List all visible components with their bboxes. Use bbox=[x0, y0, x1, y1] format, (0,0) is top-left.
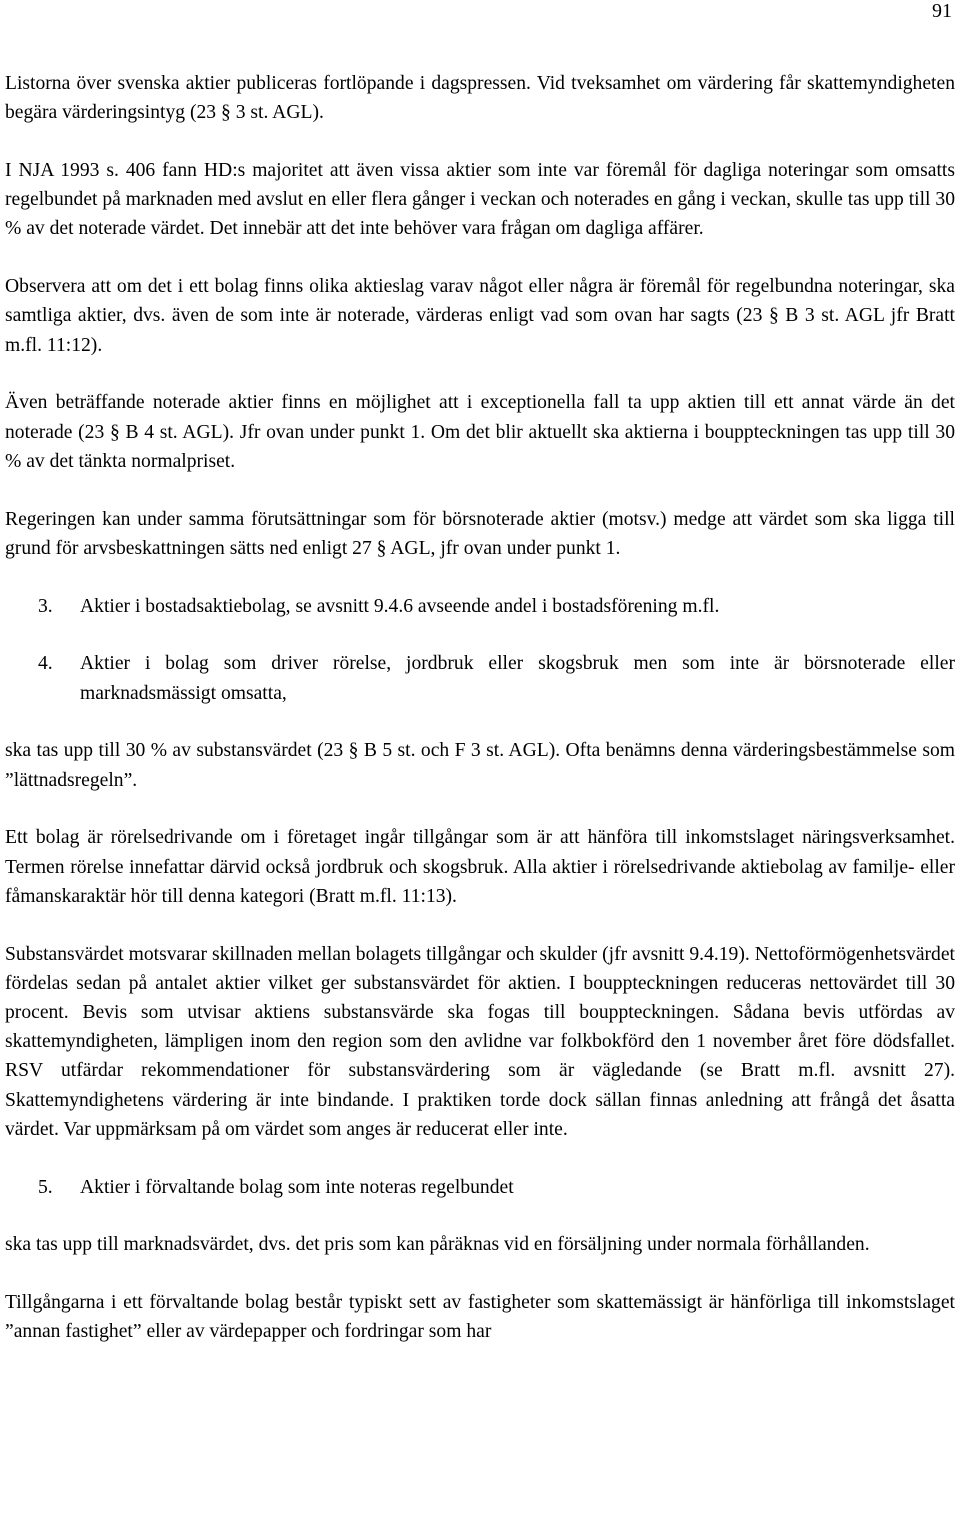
paragraph-market-value: ska tas upp till marknadsvärdet, dvs. det pris som kan påräknas vid en försäljning under normala förhållanden. bbox=[5, 1234, 870, 1256]
list-item-3 bbox=[5, 592, 955, 621]
paragraph-exceptional-cases: Även beträffande noterade aktier finns en möjlighet att i exceptionella fall ta upp aktien till ett annat värde än det noterade (23 § B 4 st. AGL). Jfr ovan under punkt 1. Om det blir aktuellt ska aktierna i bouppteckningen tas upp till 30 % av det tänkta normalpriset. bbox=[5, 392, 955, 472]
paragraph-government: Regeringen kan under samma förutsättningar som för börsnoterade aktier (motsv.) medge att värdet som ska ligga till grund för arvsbeskattningen sätts ned enligt 27 § AGL, jfr ovan under punkt 1. bbox=[5, 508, 955, 559]
page-number: 91 bbox=[932, 0, 952, 22]
paragraph-nja-1993: I NJA 1993 s. 406 fann HD:s majoritet att även vissa aktier som inte var föremål för dagliga noteringar som omsatts regelbundet på marknaden med avslut en eller flera gånger i veckan och noterades en gång i veckan, skulle tas upp till 30 % av det noterade värdet. Det innebär att det inte behöver vara frågan om dagliga affärer. bbox=[5, 160, 955, 240]
list-item-number: 4. bbox=[38, 653, 53, 675]
list-item-text: Aktier i bostadsaktiebolag, se avsnitt 9.4.6 avseende andel i bostadsförening m.fl. bbox=[80, 595, 720, 617]
paragraph-relief-rule: ska tas upp till 30 % av substansvärdet (23 § B 5 st. och F 3 st. AGL). Ofta benämns denna värderingsbestämmelse som ”lättnadsregeln”. bbox=[5, 740, 955, 791]
list-item-text: Aktier i förvaltande bolag som inte noteras regelbundet bbox=[80, 1176, 514, 1198]
paragraph-holding-company-assets: Tillgångarna i ett förvaltande bolag består typiskt sett av fastigheter som skattemässigt är hänförliga till inkomstslaget ”annan fastighet” eller av värdepapper och fordringar som har bbox=[5, 1292, 955, 1343]
list-item-number: 5. bbox=[38, 1176, 53, 1198]
paragraph-net-asset-value: Substansvärdet motsvarar skillnaden mellan bolagets tillgångar och skulder (jfr avsnitt 9.4.19). Nettoförmögenhetsvärdet fördelas sedan på antalet aktier vilket ger substansvärdet för aktien. I bouppteckningen reduceras nettovärdet till 30 procent. Bevis som utvisar aktiens substansvärde ska fogas till bouppteckningen. Sådana bevis utfördas av skattemyndigheten, lämpligen inom den region som den avlidne var folkbokförd den 1 november året före dödsfallet. RSV utfärdar rekommendationer för substansvärdering som är vägledande (se Bratt m.fl. avsnitt 27). Skattemyndighetens värdering är inte bindande. I praktiken torde dock sällan finnas anledning att frångå det åsatta värdet. Var uppmärksam på om värdet som anges är reducerat eller inte. bbox=[5, 943, 955, 1140]
list-item-5 bbox=[5, 1173, 955, 1202]
paragraph-share-classes: Observera att om det i ett bolag finns olika aktieslag varav något eller några är föremål för regelbundna noteringar, ska samtliga aktier, dvs. även de som inte är noterade, värderas enligt vad som ovan har sagts (23 § B 3 st. AGL jfr Bratt m.fl. 11:12). bbox=[5, 276, 955, 356]
paragraph-listings: Listorna över svenska aktier publiceras fortlöpande i dagspressen. Vid tveksamhet om värdering får skattemyndigheten begära värderingsintyg (23 § 3 st. AGL). bbox=[5, 73, 955, 124]
list-item-4 bbox=[5, 649, 955, 707]
list-item-text: Aktier i bolag som driver rörelse, jordbruk eller skogsbruk men som inte är börsnoterade eller marknadsmässigt omsatta, bbox=[80, 653, 955, 704]
paragraph-operating-company: Ett bolag är rörelsedrivande om i företaget ingår tillgångar som är att hänföra till inkomstslaget näringsverksamhet. Termen rörelse innefattar därvid också jordbruk och skogsbruk. Alla aktier i rörelsedrivande aktiebolag av familje- eller fåmanskaraktär hör till denna kategori (Bratt m.fl. 11:13). bbox=[5, 827, 955, 907]
document-body bbox=[5, 69, 955, 1375]
list-item-number: 3. bbox=[38, 595, 53, 617]
